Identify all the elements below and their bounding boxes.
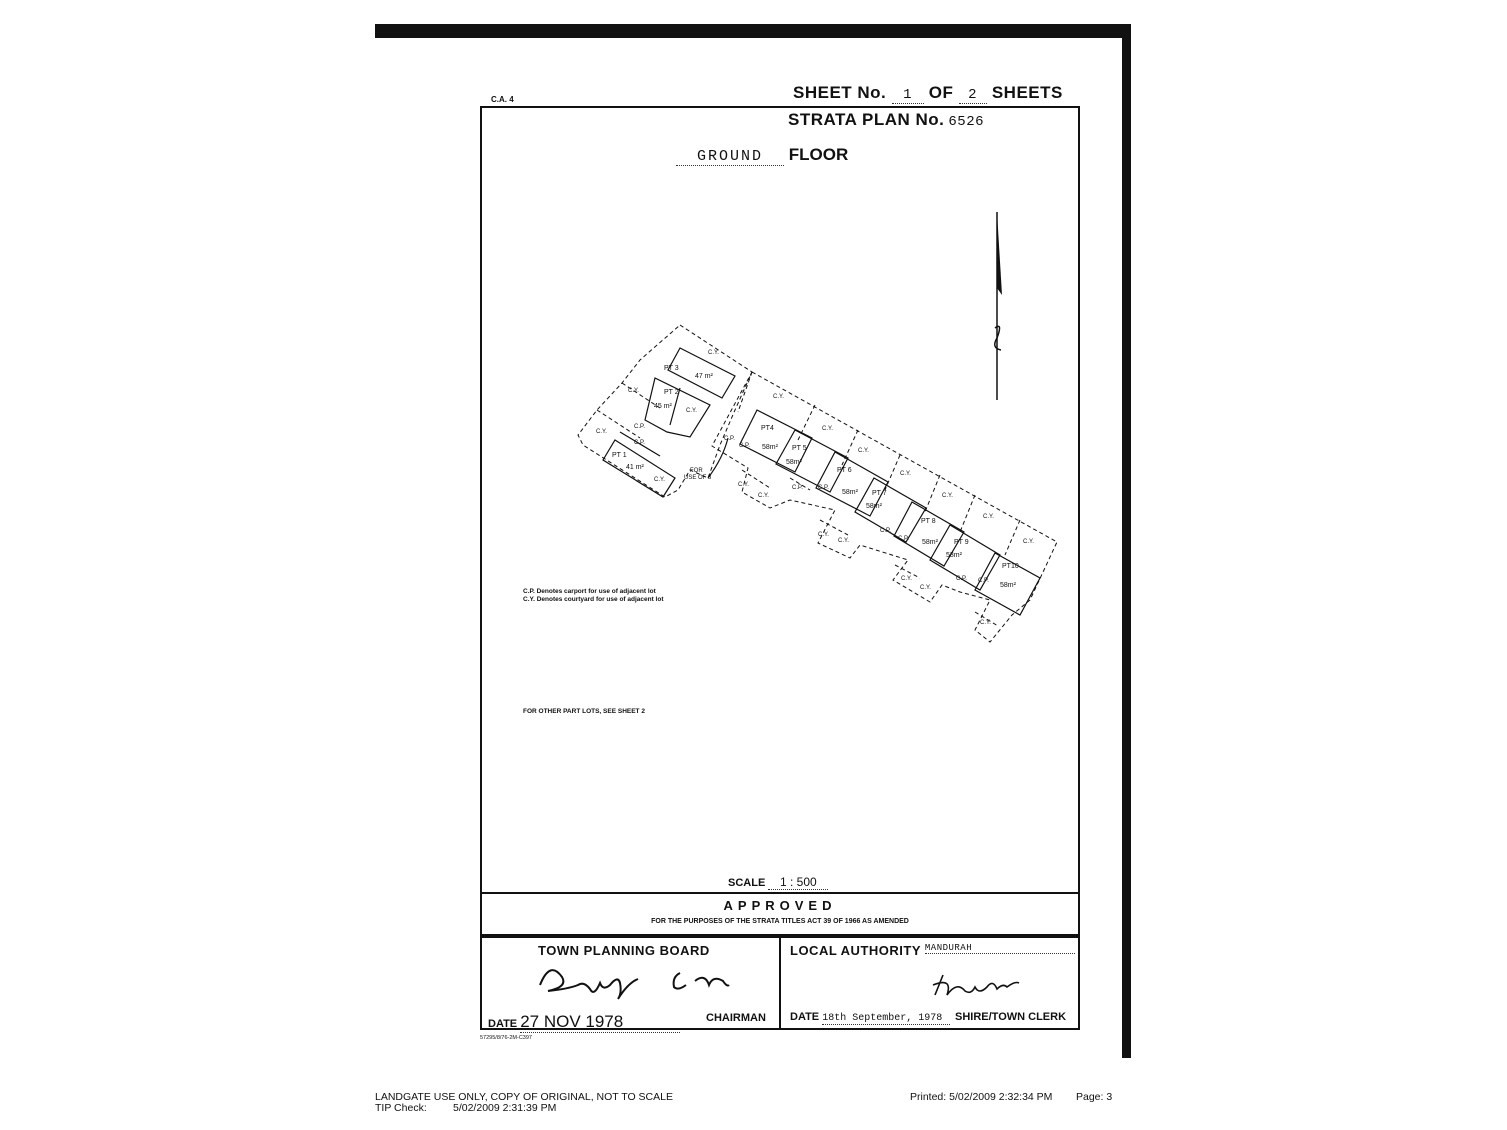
sheet-total: 2 [959, 87, 987, 104]
scale-value: 1 : 500 [768, 875, 828, 890]
chairman-label: CHAIRMAN [706, 1012, 766, 1024]
legend-courtyard: C.Y. Denotes courtyard for use of adjacent lot [523, 596, 664, 603]
clerk-signature [925, 965, 1035, 1005]
sheet-no: 1 [892, 87, 924, 104]
form-number: 57295/8/76-2M-C397 [480, 1035, 532, 1041]
courtyard-label: C.Y. [920, 585, 931, 591]
of-label: OF [928, 83, 954, 102]
lot-pt4-label: PT4 [761, 425, 774, 432]
plan-legend [523, 588, 664, 604]
courtyard-label: C.Y. [738, 482, 749, 488]
for-use-label: FOR [690, 468, 703, 474]
local-authority-label: LOCAL AUTHORITY [790, 943, 921, 958]
sheets-label: SHEETS [991, 83, 1063, 102]
town-planning-board-label: TOWN PLANNING BOARD [538, 943, 710, 958]
lot-pt2-label: PT 2 [664, 389, 679, 396]
lot-pt1-area: 41 m² [626, 464, 644, 471]
courtyard-label: C.Y. [708, 350, 719, 356]
tip-check: TIP Check: 5/02/2009 2:31:39 PM [375, 1102, 557, 1114]
chairman-signature [530, 955, 760, 1005]
lot-pt10-area: 58m² [1000, 582, 1016, 589]
carport-label: C.P. [634, 424, 645, 430]
lot-pt1-label: PT 1 [612, 452, 627, 459]
lot-pt8-area: 58m² [922, 539, 938, 546]
lot-pt6-label: PT 6 [837, 467, 852, 474]
strata-plan-number [788, 110, 984, 130]
carport-label: C.P. [898, 536, 909, 542]
strata-no: 6526 [948, 114, 985, 130]
courtyard-label: C.Y. [980, 620, 991, 626]
signature-divider [779, 936, 781, 1030]
courtyard-label: C.Y. [758, 493, 769, 499]
lot-pt3-area: 47 m² [695, 373, 713, 380]
carport-label: C.P. [818, 485, 829, 491]
lot-pt9-label: PT 9 [954, 539, 969, 546]
for-use-label: USE OF 3 [684, 475, 712, 481]
chairman-date [488, 1012, 680, 1033]
carport-label: C.P. [792, 485, 803, 491]
local-authority [790, 943, 1075, 958]
carport-label: C.P. [956, 576, 967, 582]
lot-pt3-label: PT 3 [664, 365, 679, 372]
floor-heading [676, 145, 848, 166]
scan-border-top [375, 24, 1131, 38]
approved-purposes: FOR THE PURPOSES OF THE STRATA TITLES ACT 39 OF 1966 AS AMENDED [651, 918, 909, 925]
carport-label: C.P. [634, 440, 645, 446]
lot-pt5-area: 58m² [786, 459, 802, 466]
courtyard-label: C.Y. [822, 426, 833, 432]
lot-pt9-area: 58m² [946, 552, 962, 559]
courtyard-label: C.Y. [686, 408, 697, 414]
date-label: DATE [790, 1011, 820, 1023]
sheet-number-header [793, 83, 1063, 104]
lot-pt10-label: PT10 [1002, 563, 1019, 570]
floor-value: GROUND [676, 148, 784, 166]
courtyard-label: C.Y. [628, 388, 639, 394]
courtyard-label: C.Y. [942, 493, 953, 499]
courtyard-label: C.Y. [1023, 539, 1034, 545]
courtyard-label: C.Y. [596, 429, 607, 435]
lot-pt5-label: PT 5 [792, 445, 807, 452]
form-code: C.A. 4 [491, 95, 514, 104]
lot-pt2-area: 45 m² [654, 403, 672, 410]
carport-label: C.P. [724, 436, 735, 442]
courtyard-label: C.Y. [818, 532, 829, 538]
other-lots-note: FOR OTHER PART LOTS, SEE SHEET 2 [523, 708, 645, 715]
page-number: Page: 3 [1076, 1091, 1113, 1103]
chairman-date-value: 27 NOV 1978 [520, 1012, 680, 1033]
scan-border-right [1122, 24, 1131, 1058]
courtyard-label: C.Y. [901, 576, 912, 582]
approved-title: APPROVED [723, 898, 837, 913]
carport-label: C.P. [978, 578, 989, 584]
carport-label: C.P. [739, 443, 750, 449]
shire-town-clerk-label: SHIRE/TOWN CLERK [955, 1011, 1067, 1023]
scale-label: SCALE [728, 877, 766, 889]
courtyard-label: C.Y. [838, 538, 849, 544]
courtyard-label: C.Y. [654, 477, 665, 483]
courtyard-label: C.Y. [858, 448, 869, 454]
scale [728, 875, 828, 890]
carport-label: C.P. [880, 528, 891, 534]
local-authority-value: MANDURAH [925, 943, 1075, 954]
courtyard-label: C.Y. [773, 394, 784, 400]
clerk-date [790, 1011, 950, 1025]
strata-label: STRATA PLAN No. [788, 110, 945, 129]
legend-carport: C.P. Denotes carport for use of adjacent lot [523, 588, 656, 595]
sheet-label: SHEET No. [793, 83, 887, 102]
lot-pt6-area: 58m² [842, 489, 858, 496]
lot-pt7-label: PT 7 [872, 490, 887, 497]
landgate-note: LANDGATE USE ONLY, COPY OF ORIGINAL, NOT TO SCALE [375, 1091, 673, 1103]
lot-pt4-area: 58m² [762, 444, 778, 451]
printed-timestamp: Printed: 5/02/2009 2:32:34 PM [910, 1091, 1053, 1103]
courtyard-label: C.Y. [983, 514, 994, 520]
date-label: DATE [488, 1018, 518, 1030]
lot-pt7-area: 58m² [866, 503, 882, 510]
lot-pt8-label: PT 8 [921, 518, 936, 525]
courtyard-label: C.Y. [900, 471, 911, 477]
clerk-date-value: 18th September, 1978 [822, 1013, 950, 1025]
floor-label: FLOOR [788, 145, 849, 164]
